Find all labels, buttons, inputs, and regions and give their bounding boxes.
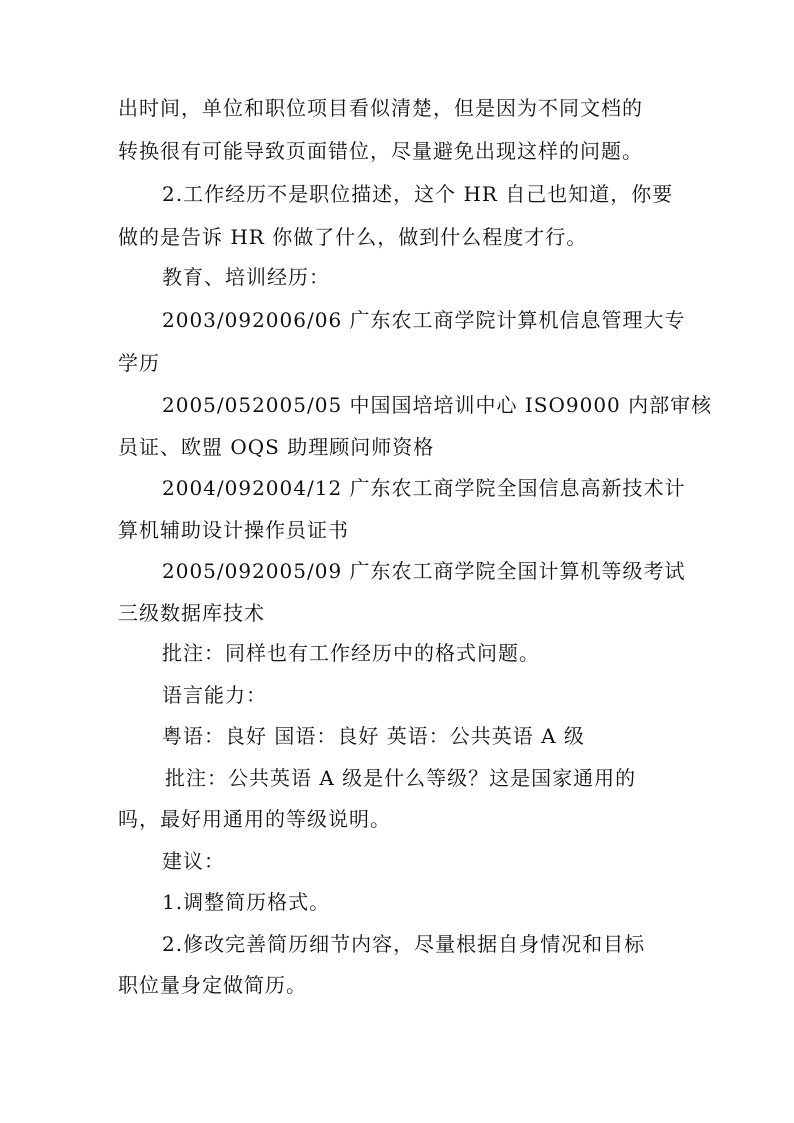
- education-entry-line: 三级数据库技术: [118, 601, 265, 625]
- body-text-line: 转换很有可能导致页面错位，尽量避免出现这样的问题。: [118, 139, 643, 163]
- section-heading: 语言能力：: [162, 683, 267, 707]
- education-entry-line: 算机辅助设计操作员证书: [118, 518, 349, 542]
- language-skills-line: 粤语：良好 国语：良好 英语：公共英语 A 级: [162, 724, 585, 748]
- section-heading: 教育、培训经历：: [162, 265, 330, 289]
- education-entry-line: 员证、欧盟 OQS 助理顾问师资格: [118, 435, 435, 459]
- suggestion-item: 1.调整简历格式。: [162, 890, 331, 914]
- section-heading: 建议：: [162, 849, 225, 873]
- body-text-line: 做的是告诉 HR 你做了什么，做到什么程度才行。: [118, 225, 588, 249]
- education-entry-line: 学历: [118, 351, 160, 375]
- education-entry-line: 2005/092005/09 广东农工商学院全国计算机等级考试: [162, 559, 686, 583]
- education-entry-line: 2003/092006/06 广东农工商学院计算机信息管理大专: [162, 308, 686, 332]
- suggestion-item: 2.修改完善简历细节内容，尽量根据自身情况和目标: [162, 932, 646, 956]
- education-entry-line: 2005/052005/05 中国国培培训中心 ISO9000 内部审核: [162, 393, 713, 417]
- body-text-line: 出时间，单位和职位项目看似清楚，但是因为不同文档的: [118, 96, 643, 120]
- suggestion-item: 职位量身定做简历。: [118, 973, 307, 997]
- education-entry-line: 2004/092004/12 广东农工商学院全国信息高新技术计: [162, 476, 686, 500]
- annotation-text: 吗，最好用通用的等级说明。: [118, 807, 391, 831]
- annotation-text: 批注：同样也有工作经历中的格式问题。: [162, 641, 540, 665]
- body-text-line: 2.工作经历不是职位描述，这个 HR 自己也知道，你要: [162, 182, 674, 206]
- annotation-text: 批注：公共英语 A 级是什么等级？这是国家通用的: [165, 766, 637, 790]
